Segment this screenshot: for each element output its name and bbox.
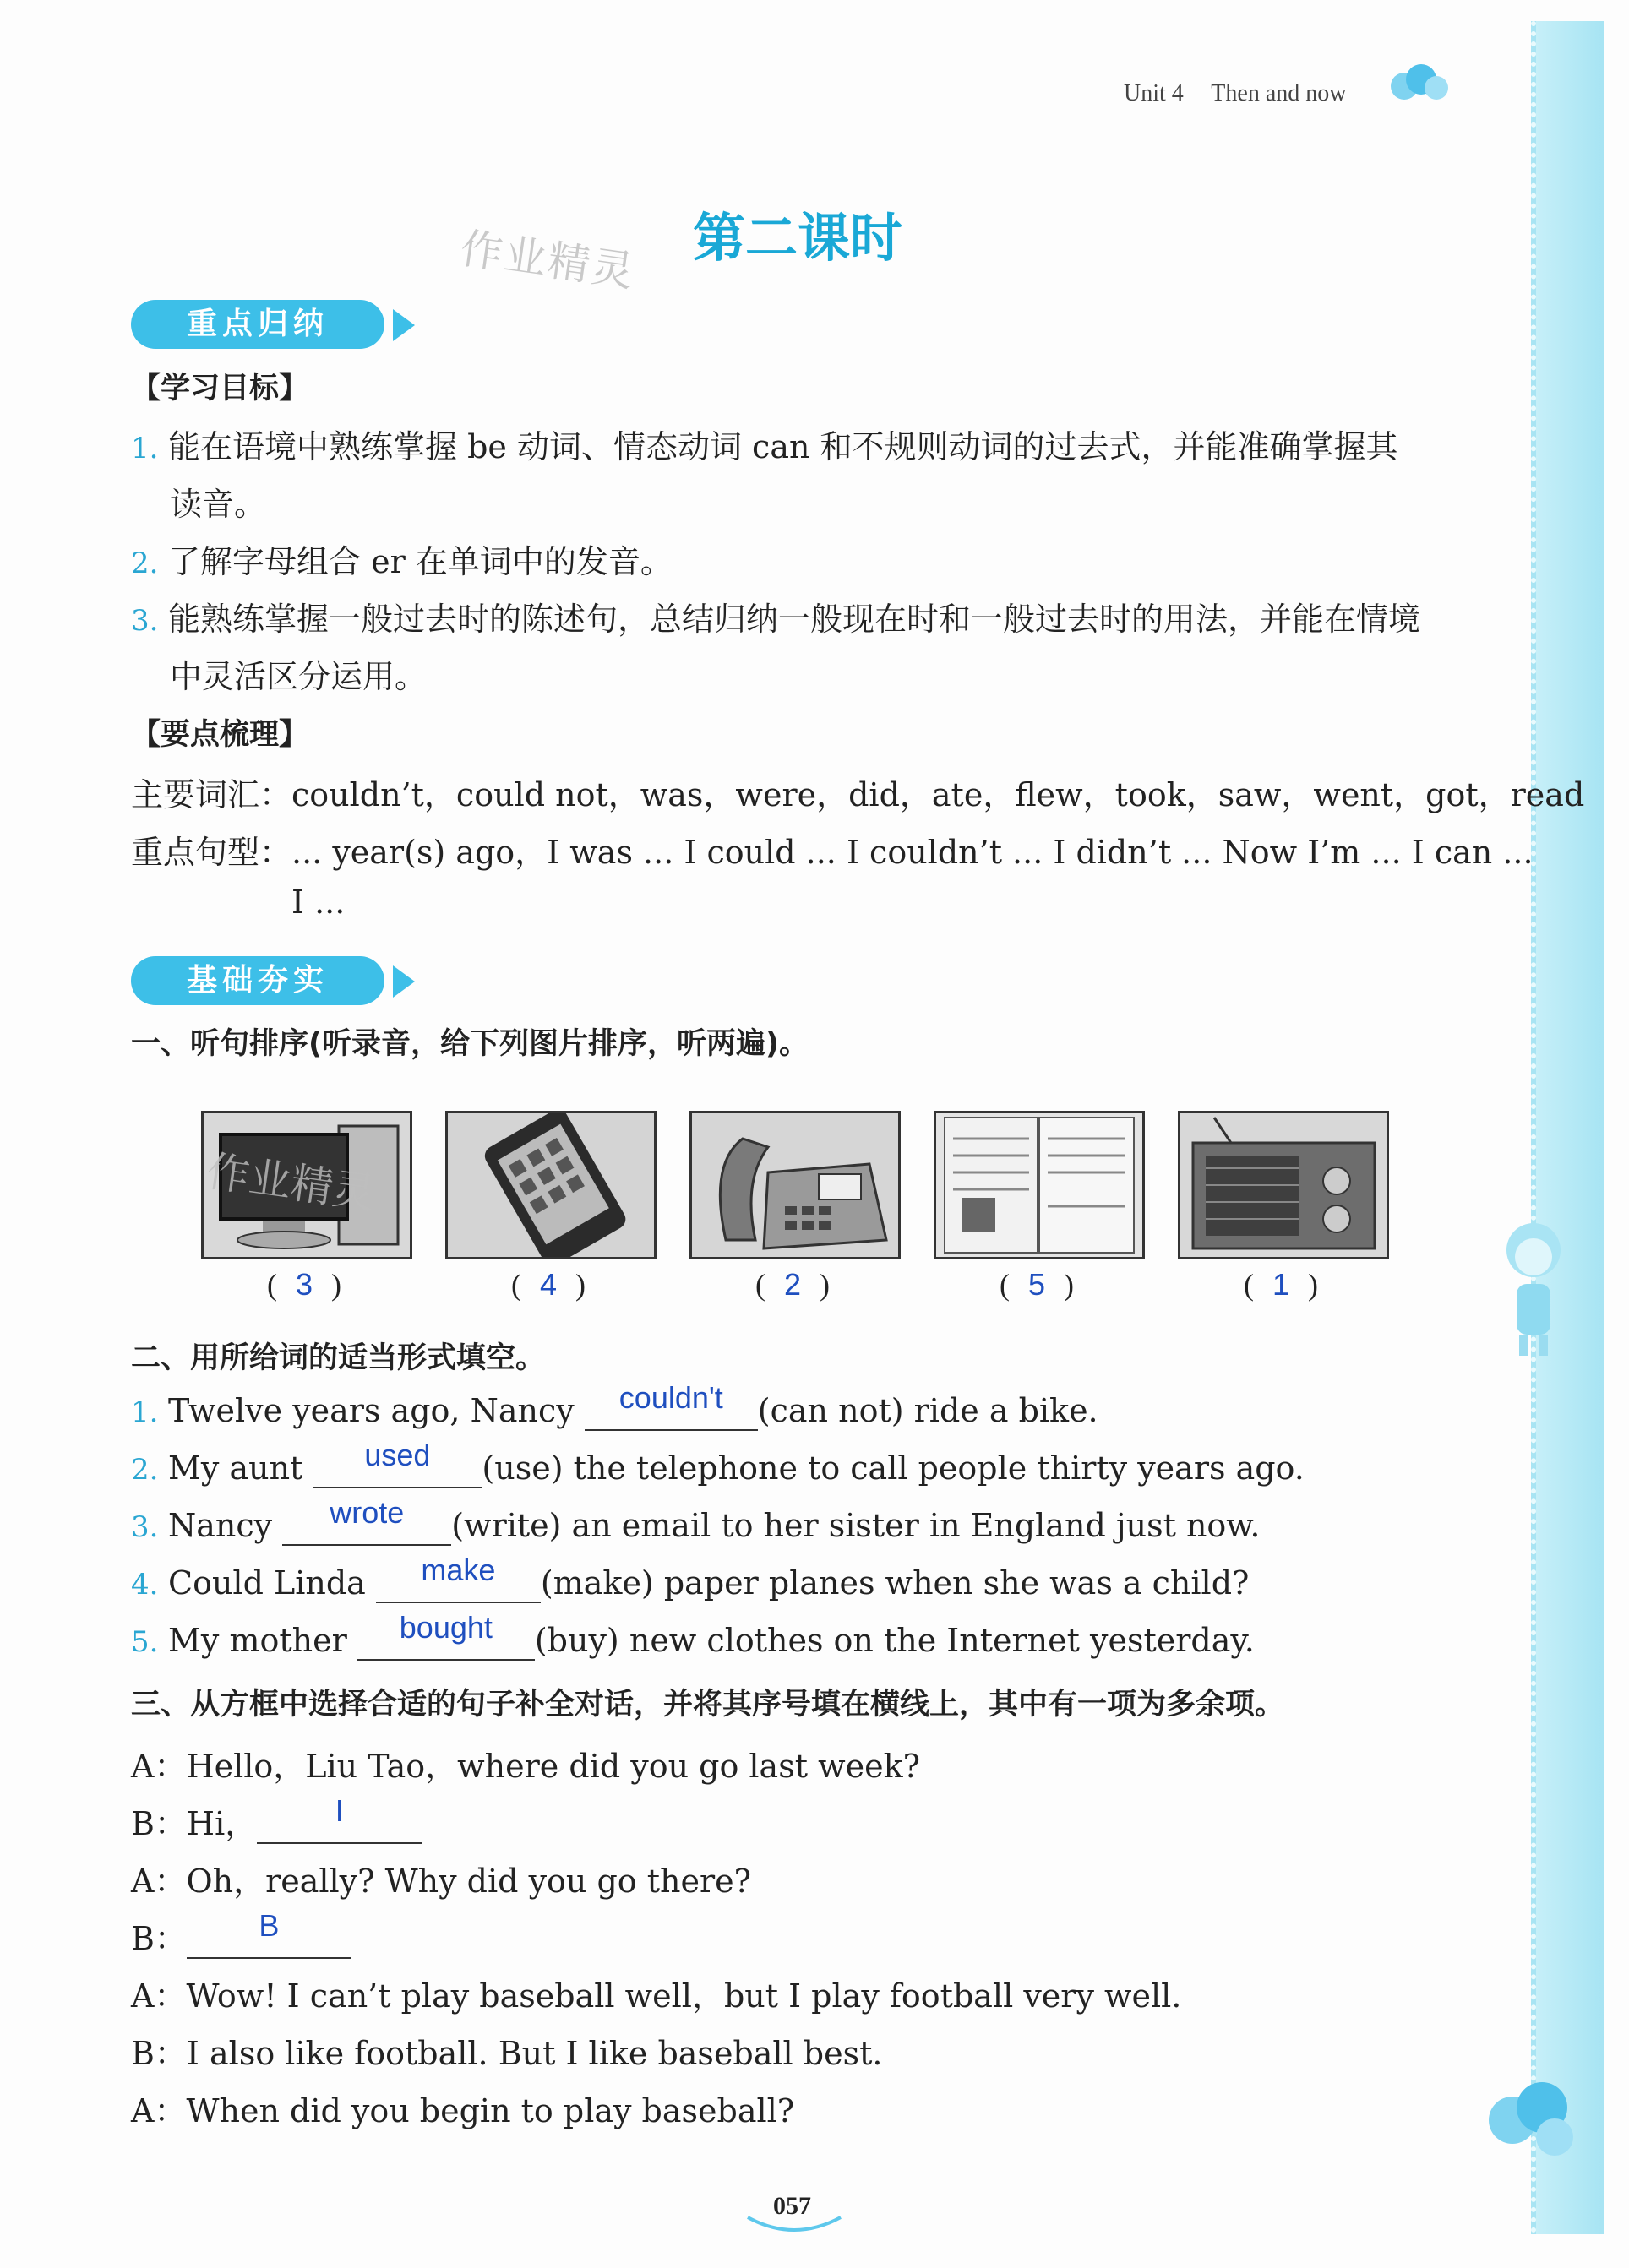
paren-close: ) — [331, 1268, 342, 1302]
item-text: (write) an email to her sister in England just now. — [451, 1507, 1261, 1544]
fill-item-2 — [131, 1438, 1305, 1488]
dialogue-text: B：Hi， — [131, 1805, 258, 1842]
keypoints-heading: 【要点梳理】 — [131, 718, 309, 752]
balloons-icon — [1479, 2069, 1580, 2171]
order-answer: 4 — [539, 1267, 558, 1302]
picture-answer-2 — [445, 1267, 651, 1303]
section-badge-focus: 重点归纳 — [131, 300, 384, 349]
dialogue-line: A：Oh，really? Why did you go there? — [131, 1863, 752, 1900]
answer-text: couldn't — [618, 1380, 723, 1415]
answer-text: used — [364, 1438, 431, 1472]
keypoints-pattern-cont: I ... — [291, 884, 346, 921]
fill-item-1 — [131, 1380, 1098, 1431]
objective-1-cont: 读音。 — [170, 486, 267, 523]
picture-answer-1 — [201, 1267, 407, 1303]
cartoon-girl-icon — [1496, 1216, 1572, 1360]
dialogue-line: A：When did you begin to play baseball? — [131, 2092, 795, 2129]
mobile-phone-icon — [448, 1113, 654, 1257]
decorative-side-strip — [1531, 21, 1604, 2234]
paren-close: ) — [575, 1268, 586, 1302]
radio-picture — [1178, 1111, 1389, 1259]
answer-text: B — [259, 1908, 280, 1943]
newspaper-picture — [934, 1111, 1145, 1259]
item-text: (buy) new clothes on the Internet yesterday. — [534, 1622, 1255, 1659]
answer-text: wrote — [330, 1495, 405, 1530]
answer-blank[interactable] — [282, 1495, 451, 1546]
page-number-ornament-icon — [744, 2213, 845, 2238]
paren-open: ( — [510, 1268, 521, 1302]
item-text: My aunt — [168, 1449, 313, 1487]
answer-text: bought — [399, 1610, 493, 1645]
section-badge-basic: 基础夯实 — [131, 956, 384, 1005]
objective-num: 2. — [131, 547, 159, 580]
watermark: 作业精灵 — [204, 1146, 379, 1219]
watermark: 作业精灵 — [457, 223, 639, 297]
radio-icon — [1180, 1113, 1387, 1257]
item-num: 5. — [131, 1625, 159, 1659]
objective-text: 了解字母组合 er 在单词中的发音。 — [168, 543, 673, 580]
answer-blank[interactable] — [585, 1380, 758, 1431]
item-text: Could Linda — [168, 1564, 376, 1602]
answer-blank[interactable] — [187, 1908, 351, 1959]
dialogue-line: A：Wow! I can’t play baseball well，but I play football very well. — [131, 1977, 1182, 2015]
picture-answer-4 — [934, 1267, 1140, 1303]
newspaper-icon — [936, 1113, 1142, 1257]
answer-blank[interactable] — [313, 1438, 482, 1488]
item-text: Twelve years ago, Nancy — [168, 1392, 585, 1429]
objective-text: 能在语境中熟练掌握 be 动词、情态动词 can 和不规则动词的过去式，并能准确掌握其 — [168, 428, 1398, 465]
arrow-icon — [393, 309, 415, 341]
dialogue-line — [131, 1908, 351, 1959]
fill-item-3 — [131, 1495, 1261, 1546]
answer-blank[interactable] — [357, 1610, 535, 1661]
paren-open: ( — [999, 1268, 1010, 1302]
order-answer: 5 — [1027, 1267, 1046, 1302]
order-answer: 2 — [783, 1267, 802, 1302]
telephone-icon — [692, 1113, 898, 1257]
objective-num: 3. — [131, 604, 159, 638]
item-num: 4. — [131, 1568, 159, 1602]
unit-label: Unit 4 — [1124, 80, 1184, 106]
answer-blank[interactable] — [257, 1793, 422, 1844]
picture-answer-5 — [1178, 1267, 1384, 1303]
picture-answer-3 — [689, 1267, 896, 1303]
item-num: 1. — [131, 1395, 159, 1429]
objective-2 — [131, 536, 673, 582]
item-text: (can not) ride a bike. — [757, 1392, 1098, 1429]
telephone-picture — [689, 1111, 901, 1259]
item-num: 3. — [131, 1510, 159, 1544]
dialogue-line: B：I also like football. But I like baseball best. — [131, 2035, 883, 2072]
item-num: 2. — [131, 1453, 159, 1487]
objective-num: 1. — [131, 432, 159, 465]
objective-3-cont: 中灵活区分运用。 — [170, 658, 428, 695]
answer-text: make — [421, 1553, 496, 1587]
part2-heading: 二、用所给词的适当形式填空。 — [131, 1341, 546, 1375]
paren-open: ( — [266, 1268, 277, 1302]
objective-1 — [131, 421, 1398, 467]
answer-text: I — [335, 1793, 344, 1828]
part3-heading: 三、从方框中选择合适的句子补全对话，并将其序号填在横线上，其中有一项为多余项。 — [131, 1688, 1285, 1721]
paren-close: ) — [820, 1268, 831, 1302]
objectives-heading: 【学习目标】 — [131, 372, 309, 405]
lesson-title: 第二课时 — [693, 207, 903, 269]
part1-heading: 一、听句排序(听录音，给下列图片排序，听两遍)。 — [131, 1027, 809, 1061]
objective-3 — [131, 593, 1420, 639]
item-text: (use) the telephone to call people thirty years ago. — [482, 1449, 1305, 1487]
unit-topic: Then and now — [1211, 80, 1347, 106]
order-answer: 3 — [295, 1267, 313, 1302]
paren-open: ( — [755, 1268, 765, 1302]
dialogue-line — [131, 1793, 422, 1844]
paren-close: ) — [1308, 1268, 1319, 1302]
page-number: 057 — [773, 2192, 811, 2220]
item-text: Nancy — [168, 1507, 283, 1544]
item-text: My mother — [168, 1622, 357, 1659]
fill-item-4 — [131, 1553, 1250, 1603]
keypoints-vocab: 主要词汇：couldn’t，could not，was，were，did，ate，flew，took，saw，went，got，read — [131, 776, 1585, 813]
mobile-phone-picture — [445, 1111, 657, 1259]
running-header — [1124, 80, 1346, 107]
item-text: (make) paper planes when she was a child? — [540, 1564, 1250, 1602]
answer-blank[interactable] — [376, 1553, 541, 1603]
order-answer: 1 — [1272, 1267, 1290, 1302]
arrow-icon — [393, 965, 415, 998]
balloons-icon — [1386, 61, 1453, 120]
objective-text: 能熟练掌握一般过去时的陈述句，总结归纳一般现在时和一般过去时的用法，并能在情境 — [168, 601, 1421, 638]
dialogue-text: B： — [131, 1920, 187, 1957]
paren-close: ) — [1064, 1268, 1075, 1302]
dialogue-line: A：Hello，Liu Tao，where did you go last week? — [131, 1748, 920, 1785]
fill-item-5 — [131, 1610, 1255, 1661]
paren-open: ( — [1243, 1268, 1254, 1302]
keypoints-pattern: 重点句型：... year(s) ago，I was ... I could ... I couldn’t ... I didn’t ... Now I’m ... I can ... — [131, 834, 1534, 871]
